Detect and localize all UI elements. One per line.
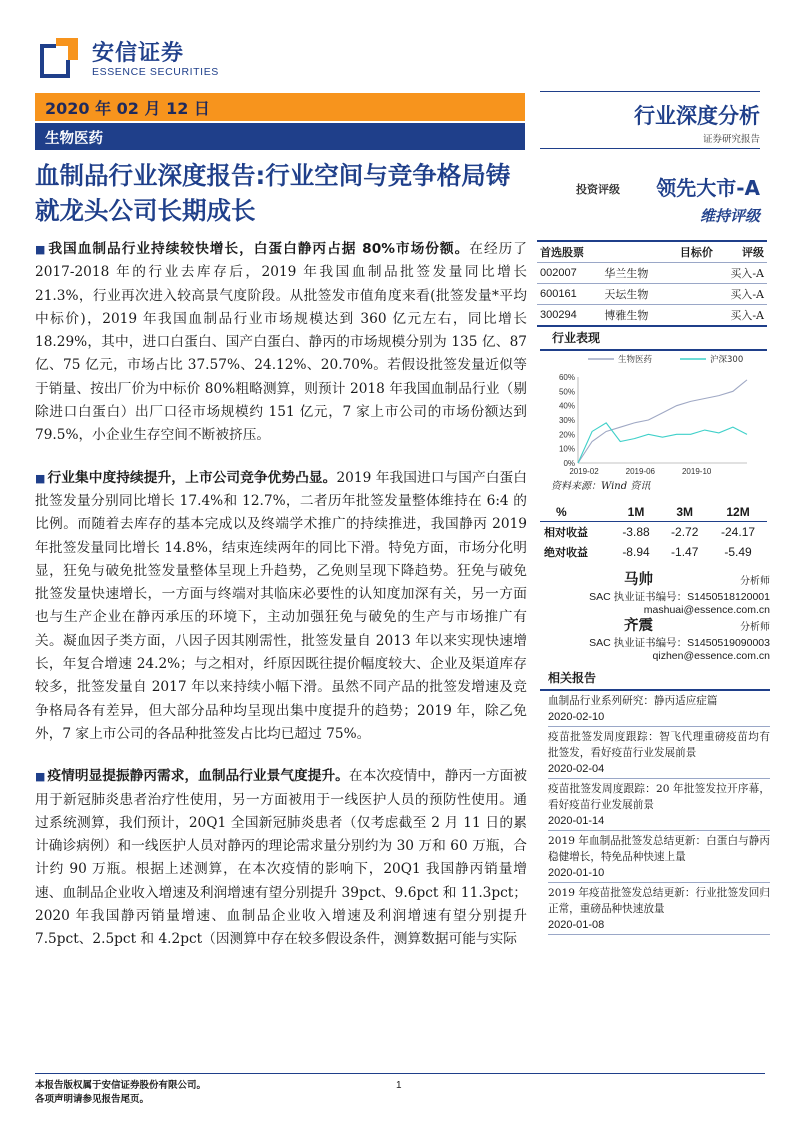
- y-tick-label: 20%: [558, 430, 575, 440]
- series-line-1: [578, 380, 747, 463]
- body-paragraph: [35, 238, 527, 448]
- stock-name: 天坛生物: [601, 284, 665, 305]
- report-body: [35, 238, 527, 971]
- logo-mark-icon: [40, 36, 82, 78]
- page-number: 1: [396, 1080, 402, 1091]
- related-name: 疫苗批签发周度跟踪：20 年批签发拉开序幕，看好疫苗行业发展前景: [548, 783, 770, 811]
- stock-rating: 买入-A: [716, 305, 767, 327]
- footer-line: 本报告版权属于安信证券股份有限公司。: [35, 1080, 207, 1091]
- related-title: 相关报告: [540, 670, 770, 691]
- report-subtype: 证券研究报告: [702, 134, 760, 145]
- sector-label: 生物医药: [45, 131, 103, 147]
- paragraph-text: 在经历了 2017-2018 年的行业去库存后，2019 年我国血制品批签发量同比增长 21.3%，行业再次进入较高景气度阶段。从批签发市值角度来看(批签发量*平均中标价)，2019 年我国血制品行业市场规模达到 360 亿元左右，同比增长 18.29%，其中，进口白蛋白、国产白蛋白、静丙的市场规模分别为 135 亿、87 亿、75 亿元，市场占比 37.57%、24.12%、20.70%。若假设批签发量近似等于销量、按出厂价为中标价 80%粗略测算，则预计 2018 年我国血制品行业（剔除进口白蛋白）出厂口径市场规模约 151 亿元，7 家上市公司的市场份额达到 79.5%，小企业生存空间不断被挤压。: [35, 241, 527, 444]
- related-date: 2020-02-10: [548, 709, 770, 727]
- table-row: [537, 263, 767, 284]
- legend-label: 生物医药: [618, 355, 653, 365]
- body-paragraph: [35, 467, 527, 747]
- performance-chart: [540, 351, 767, 479]
- paragraph-lead: ■ 我国血制品行业持续较快增长，白蛋白静丙占据 80%市场份额。: [35, 241, 469, 257]
- returns-3m: -1.47: [671, 545, 699, 559]
- related-name: 疫苗批签发周度跟踪：智飞代理重磅疫苗均有批签发，看好疫苗行业发展前景: [548, 731, 770, 759]
- related-name: 2019 年血制品批签发总结更新：白蛋白与静丙稳健增长，特免品种快速上量: [548, 835, 770, 863]
- related-date: 2020-02-04: [548, 761, 770, 779]
- analyst-name: 马帅: [624, 572, 653, 588]
- paragraph-lead: ■ 疫情明显提振静丙需求，血制品行业景气度提升。: [35, 768, 349, 784]
- company-logo: [40, 36, 250, 86]
- related-name: 2019 年疫苗批签发总结更新：行业批签发回归正常，重磅品种快速放量: [548, 887, 770, 915]
- list-item[interactable]: [548, 729, 770, 779]
- footer-disclaimer: [35, 1079, 206, 1107]
- legend-label: 沪深300: [710, 355, 744, 365]
- performance-title: 行业表现: [552, 331, 601, 345]
- stock-rating: 买入-A: [716, 263, 767, 284]
- returns-1m: -8.94: [622, 545, 650, 559]
- top-rule: [540, 91, 760, 92]
- analyst-email[interactable]: mashuai@essence.com.cn: [643, 604, 770, 616]
- stock-code: 600161: [537, 284, 601, 305]
- series-line-2: [578, 423, 747, 463]
- table-row: [540, 542, 767, 562]
- returns-header: %: [556, 505, 567, 519]
- x-tick-label: 2019-10: [681, 467, 712, 476]
- returns-header: 12M: [726, 505, 750, 519]
- analyst-email[interactable]: qizhen@essence.com.cn: [652, 650, 770, 662]
- report-date: 2020 年 02 月 12 日: [45, 99, 210, 118]
- x-tick-label: 2019-02: [569, 467, 599, 476]
- table-row: [537, 284, 767, 305]
- stocks-header: 评级: [716, 241, 767, 263]
- x-tick-label: 2019-06: [625, 467, 656, 476]
- returns-1m: -3.88: [612, 522, 661, 543]
- list-item[interactable]: [548, 833, 770, 883]
- stock-rating: 买入-A: [716, 284, 767, 305]
- stock-name: 博雅生物: [601, 305, 665, 327]
- table-row: [540, 522, 767, 543]
- mid-rule: [540, 148, 760, 149]
- stock-target: [666, 305, 716, 327]
- sector-bar: [35, 123, 525, 150]
- related-name: 血制品行业系列研究：静丙适应症篇: [548, 695, 718, 707]
- date-bar: [35, 93, 525, 121]
- analyst-name: 齐震: [624, 618, 653, 634]
- related-reports: [548, 670, 770, 935]
- report-type: 行业深度分析: [634, 104, 760, 128]
- analyst-role: 分析师: [740, 576, 770, 587]
- y-tick-label: 30%: [558, 416, 575, 425]
- related-date: 2020-01-14: [548, 813, 770, 831]
- analyst-card: [540, 568, 770, 620]
- stocks-header: [601, 241, 665, 263]
- analyst-role: 分析师: [740, 622, 770, 633]
- industry-performance: [540, 327, 767, 487]
- y-tick-label: 0%: [563, 459, 575, 468]
- report-title: 血制品行业深度报告:行业空间与竞争格局铸就龙头公司长期成长: [35, 161, 511, 225]
- list-item[interactable]: [548, 885, 770, 935]
- rating-value: 领先大市-A: [656, 176, 760, 200]
- stock-name: 华兰生物: [601, 263, 665, 284]
- footer-rule: [35, 1073, 765, 1074]
- stocks-table: [537, 240, 767, 327]
- stock-code: 002007: [537, 263, 601, 284]
- stock-target: [666, 263, 716, 284]
- stocks-header: 首选股票: [537, 241, 601, 263]
- paragraph-text: 2019 年我国进口与国产白蛋白批签发量分别同比增长 17.4%和 12.7%，二者历年批签发量整体维持在 6:4 的比例。而随着去库存的基本完成以及终端学术推广的持续推进，我国静丙 2019 年批签发量同比增长 14.8%，结束连续两年的同比下滑。特免方面，市场分化明显，狂免与破免批签发量整体呈现上升趋势，乙免则呈现下降趋势。狂免与破免批签发量快速增长，一方面与终端对其临床必要性的认知度加深有关，另一方面也与生产企业在静丙承压的环境下，主动加强狂免与破免的生产与市场推广有关。凝血因子类方面，八因子因其刚需性，批签发量自 2013 年以来实现快速增长，年复合增速 24.2%；与之相对，纤原因既往提价幅度较大、企业及渠道库存较多，批签发量自 2017 年以来持续小幅下滑。虽然不同产品的批签发增速及竞争格局各有差异，但大部分品种均呈现出集中度提升的趋势；2019 年，除乙免外，7 家上市公司的各品种批签发占比均已超过 75%。: [35, 469, 527, 742]
- analyst-cert-id: SAC 执业证书编号：S1450519090003: [589, 637, 770, 649]
- body-paragraph: [35, 765, 527, 951]
- rating-label: 投资评级: [576, 183, 620, 196]
- table-row: [537, 305, 767, 327]
- returns-12m: -5.49: [724, 545, 752, 559]
- list-item[interactable]: [548, 693, 770, 727]
- related-date: 2020-01-10: [548, 865, 770, 883]
- returns-label: 绝对收益: [544, 546, 588, 559]
- returns-label: 相对收益: [540, 522, 612, 543]
- returns-header: 3M: [676, 505, 694, 519]
- analyst-card: [540, 614, 770, 666]
- logo-name-en: ESSENCE SECURITIES: [92, 66, 219, 78]
- y-tick-label: 50%: [558, 387, 575, 397]
- stocks-header: 目标价: [666, 241, 716, 263]
- footer-line: 各项声明请参见报告尾页。: [35, 1094, 150, 1105]
- y-tick-label: 60%: [558, 373, 575, 382]
- stock-target: [666, 284, 716, 305]
- returns-3m: -2.72: [660, 522, 709, 543]
- logo-name-cn: 安信证券: [92, 41, 185, 66]
- returns-header: 1M: [627, 505, 645, 519]
- rating-change: 维持评级: [699, 207, 760, 225]
- chart-source: 资料来源：Wind 资讯: [551, 481, 651, 492]
- paragraph-text: 在本次疫情中，静丙一方面被用于新冠肺炎患者治疗性使用，另一方面被用于一线医护人员的预防性使用。通过系统测算，我们预计，20Q1 全国新冠肺炎患者（仅考虑截至 2 月 11 日的累计确诊病例）和一线医护人员对静丙的理论需求量分别约为 30 万和 60 万瓶，合计约 90 万瓶。根据上述测算，在本次疫情的影响下，20Q1 我国静丙销量增速、血制品企业收入增速及利润增速有望分别提升 39pct、9.6pct 和 11.3pct；2020 年我国静丙销量增速、血制品企业收入增速及利润增速有望分别提升 7.5pct、2.5pct 和 4.2pct（因测算中存在较多假设条件，测算数据可能与实际: [35, 768, 527, 948]
- y-tick-label: 40%: [558, 401, 575, 411]
- stock-code: 300294: [537, 305, 601, 327]
- related-date: 2020-01-08: [548, 917, 770, 935]
- returns-table: [540, 503, 767, 562]
- returns-12m: -24.17: [709, 522, 767, 543]
- y-tick-label: 10%: [558, 444, 575, 454]
- list-item[interactable]: [548, 781, 770, 831]
- analyst-cert-id: SAC 执业证书编号：S1450518120001: [589, 591, 770, 603]
- paragraph-lead: ■ 行业集中度持续提升，上市公司竞争优势凸显。: [35, 470, 336, 486]
- preferred-stocks: [537, 240, 767, 327]
